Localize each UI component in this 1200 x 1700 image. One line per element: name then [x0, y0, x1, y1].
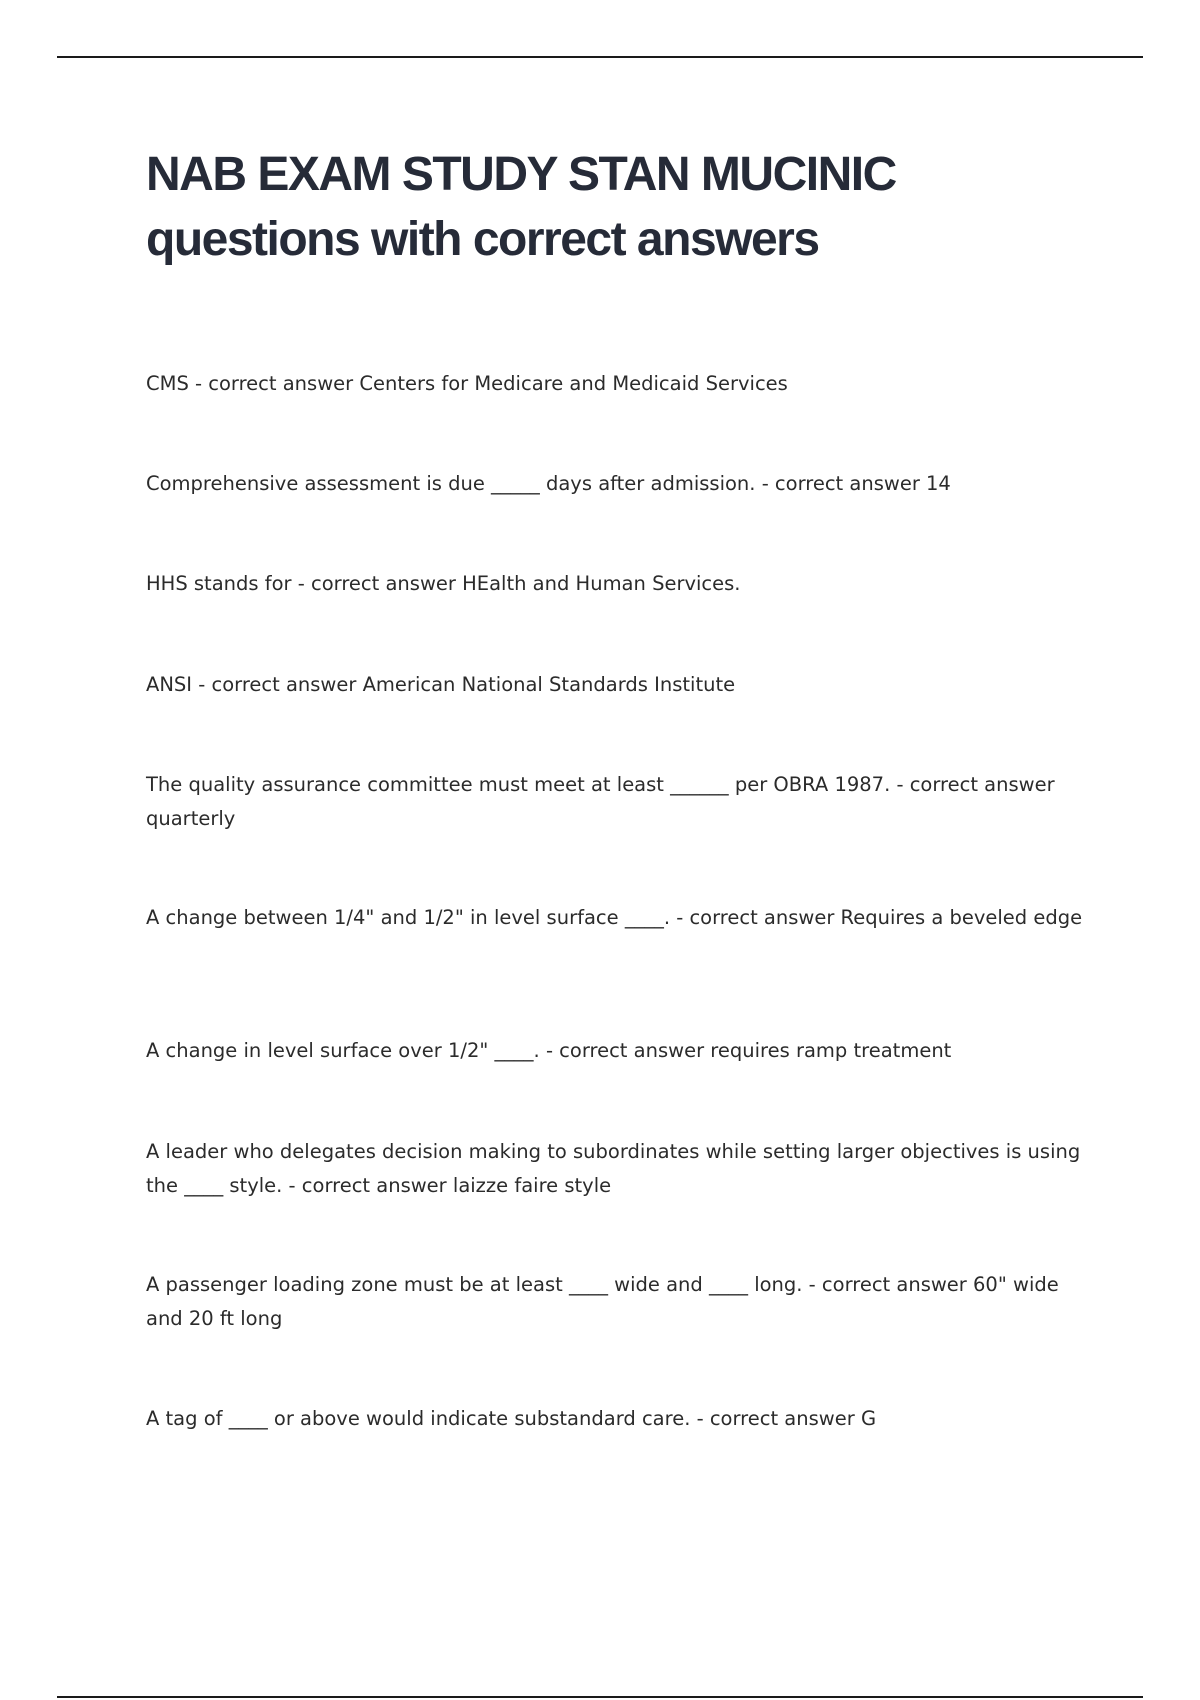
qa-item-8: A leader who delegates decision making to subordinates while setting larger objectives is using the ____ style. - correct answer laizze faire style: [146, 1140, 1081, 1197]
top-rule: [57, 56, 1143, 58]
qa-item-9: A passenger loading zone must be at least ____ wide and ____ long. - correct answer 60" wide and 20 ft long: [146, 1273, 1059, 1330]
qa-item-7: A change in level surface over 1/2" ____. - correct answer requires ramp treatment: [146, 1039, 952, 1062]
qa-item-6: A change between 1/4" and 1/2" in level surface ____. - correct answer Requires a beveled edge: [146, 906, 1083, 929]
qa-item-1: CMS - correct answer Centers for Medicare and Medicaid Services: [146, 372, 788, 395]
qa-item-5: The quality assurance committee must meet at least ______ per OBRA 1987. - correct answer quarterly: [146, 773, 1055, 830]
qa-item-4: ANSI - correct answer American National Standards Institute: [146, 673, 736, 696]
title-line-2: questions with correct answers: [146, 213, 819, 266]
qa-item-3: HHS stands for - correct answer HEalth and Human Services.: [146, 572, 741, 595]
qa-item-10: A tag of ____ or above would indicate substandard care. - correct answer G: [146, 1407, 877, 1430]
qa-item-2: Comprehensive assessment is due _____ days after admission. - correct answer 14: [146, 472, 951, 495]
bottom-rule: [57, 1696, 1143, 1698]
title-line-1: NAB EXAM STUDY STAN MUCINIC: [146, 148, 896, 201]
document-title: [146, 142, 1106, 272]
